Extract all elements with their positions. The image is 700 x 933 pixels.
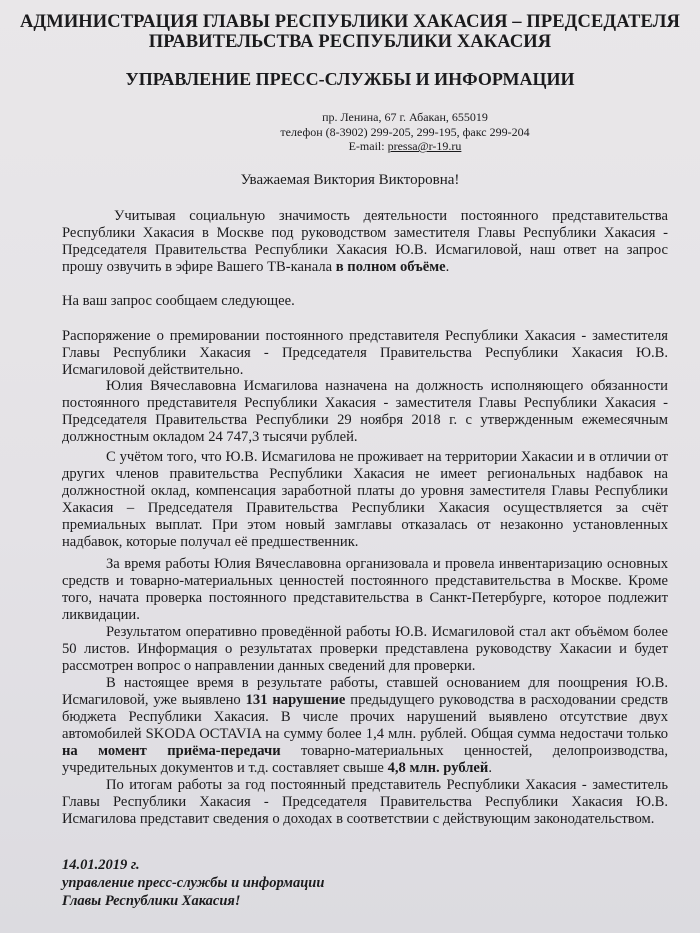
address-line: пр. Ленина, 67 г. Абакан, 655019 (322, 110, 488, 124)
department-title: УПРАВЛЕНИЕ ПРЕСС-СЛУЖБЫ И ИНФОРМАЦИИ (125, 69, 575, 89)
p6-text: За время работы Юлия Вячеславовна организовала и провела инвентаризацию основных средств и товарно-материальных ценностей постоянного представительства в Москве. Кроме того, начата проверка постоянного представительства в Санкт-Петербурге, которое подлежит ликвидации. (62, 556, 668, 623)
paragraph-7 (62, 624, 668, 675)
email-link[interactable]: pressa@r-19.ru (387, 139, 462, 153)
signature-line-1: управление пресс-службы и информации (62, 875, 325, 891)
p7-text: Результатом оперативно проведённой работы Ю.В. Исмагиловой стал акт объёмом более 50 листов. Информация о результатах проверки представлена руководству Хакасии и будет рассмотрен вопрос о направлении данных сведений для проверки. (62, 624, 668, 674)
email-line (0, 139, 700, 154)
paragraph-4 (62, 378, 668, 446)
letterhead-line-2: ПРАВИТЕЛЬСТВА РЕСПУБЛИКИ ХАКАСИЯ (148, 32, 552, 52)
paragraph-5 (62, 449, 668, 550)
p1-text: Учитывая социальную значимость деятельности постоянного представительства Республики Хакасия в Москве под руководством заместителя Главы Республики Хакасия - Председателя Правительства Республики Хакасия Ю.В. Исмагиловой, наш ответ на запрос прошу озвучить в эфире Вашего ТВ-канала (62, 208, 668, 275)
paragraph-6 (62, 556, 668, 624)
greeting: Уважаемая Виктория Викторовна! (240, 172, 460, 188)
signature-date: 14.01.2019 г. (62, 857, 140, 873)
signature-block (62, 856, 324, 910)
letterhead-title (0, 12, 700, 52)
p8-text-g: . (488, 759, 492, 776)
phone-line: телефон (8-3902) 299-205, 299-195, факс 299-204 (280, 124, 530, 139)
p8-text-e: товарно-материальных ценностей, делопроизводства, учредительных документов и т.д. составляет свыше (62, 742, 668, 776)
paragraph-9 (62, 777, 668, 828)
p8-bold-moment: на момент приёма-передачи (62, 742, 281, 759)
p9-text: По итогам работы за год постоянный представитель Республики Хакасия - заместитель Главы Республики Хакасия - Председателя Правительства Республики Хакасия Ю.В. Исмагилова представит сведения о доходах в соответствии с действующим законодательством. (62, 777, 668, 827)
paragraph-2 (62, 293, 668, 310)
paragraph-1 (62, 208, 668, 276)
p8-text-c: предыдущего руководства в расходовании средств бюджета Республики Хакасия. В числе прочих нарушений выявлено отсутствие двух автомобилей SKODA OCTAVIA на сумму более 1,4 млн. рублей. Общая сумма недостачи только (62, 691, 668, 742)
p8-bold-violations: 131 нарушение (245, 691, 346, 708)
p1-end: . (445, 258, 450, 275)
p4-text: Юлия Вячеславовна Исмагилова назначена на должность исполняющего обязанности постоянного представителя Республики Хакасия - заместителя Главы Республики Хакасия - Председателя Правительства Республики 29 ноября 2018 г. с утвержденным ежемесячным должностным окладом 24 747,3 тысячи рублей. (62, 378, 668, 445)
p5-text: С учётом того, что Ю.В. Исмагилова не проживает на территории Хакасии и в отличии от других членов правительства Республики Хакасия не имеет региональных надбавок на должностной оклад, компенсация заработной платы до уровня заместителя Главы Республики Хакасия – Председателя Правительства Республики Хакасия осуществляется за счёт премиальных выплат. При этом новый замглавы отказалась от незаконно установленных надбавок, которые получал её предшественник. (62, 449, 668, 550)
paragraph-8 (62, 675, 668, 776)
p2-text: На ваш запрос сообщаем следующее. (62, 293, 295, 309)
p8-text-a: В настоящее время в результате работы, ставшей основанием для поощрения Ю.В. Исмагиловой, уже выявлено (62, 675, 668, 708)
paragraph-3 (62, 328, 668, 379)
contacts-block (0, 110, 700, 154)
letterhead-line-1: АДМИНИСТРАЦИЯ ГЛАВЫ РЕСПУБЛИКИ ХАКАСИЯ – ПРЕДСЕДАТЕЛЯ (19, 12, 681, 32)
p1-bold: в полном объёме (335, 258, 446, 275)
p8-bold-sum: 4,8 млн. рублей (387, 759, 489, 776)
p3-text: Распоряжение о премировании постоянного представителя Республики Хакасия - заместителя Главы Республики Хакасия - Председателя Правительства Республики Хакасия Ю.В. Исмагиловой действительно. (62, 328, 668, 378)
email-label: E-mail: (348, 139, 388, 153)
signature-line-2: Главы Республики Хакасия! (62, 893, 241, 909)
